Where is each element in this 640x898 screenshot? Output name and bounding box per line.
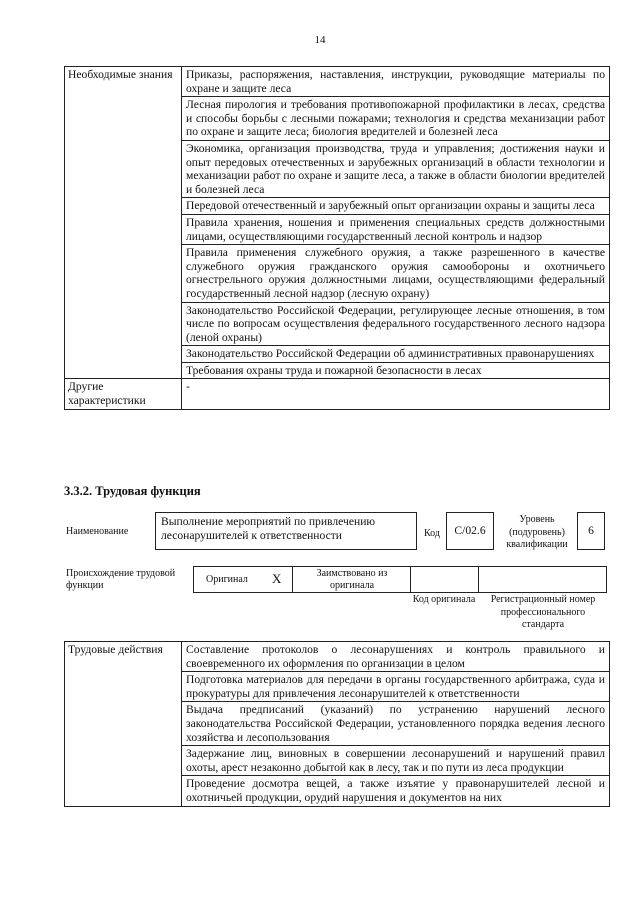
knowledge-item: Правила хранения, ношения и применения специальных средств должностными лицами, осуществляющими государственный лесной контроль и надзор [182, 214, 610, 244]
actions-label: Трудовые действия [65, 642, 182, 807]
knowledge-item: Передовой отечественный и зарубежный опыт организации охраны и защиты леса [182, 198, 610, 215]
level-label: Уровень (подуровень) квалификации [506, 514, 568, 550]
function-name: Выполнение мероприятий по привлечению лесонарушителей к ответственности [155, 512, 417, 550]
borrowed-label: Заимствовано из оригинала [316, 568, 388, 591]
name-label: Наименование [66, 526, 129, 537]
origin-divider [292, 566, 293, 593]
original-mark: X [272, 571, 282, 586]
action-item: Составление протоколов о лесонарушениях и контроль правильного и своевременного их оформления по организации в целом [182, 642, 610, 672]
action-item: Выдача предписаний (указаний) по устранению нарушений лесного законодательства Российской Федерации, установленного порядка ведения лесного хозяйства и лесопользования [182, 702, 610, 746]
knowledge-item: Лесная пирология и требования противопожарной профилактики в лесах, средства и способы борьбы с лесными пожарами; технология и средства механизации работ по охране и защите леса; биология вредителей и болезней леса [182, 97, 610, 141]
other-value: - [182, 379, 610, 409]
page-number: 14 [314, 34, 326, 46]
original-label: Оригинал [206, 574, 248, 585]
knowledge-item: Законодательство Российской Федерации об административных правонарушениях [182, 346, 610, 363]
code-value: С/02.6 [446, 512, 494, 550]
knowledge-item: Экономика, организация производства, труда и управления; достижения науки и опыт передовых отечественных и зарубежных организаций в области технологии и механизации работ по охране и защите леса, а также в области биологии вредителей и болезней леса [182, 140, 610, 197]
knowledge-item: Правила применения служебного оружия, а также разрешенного в качестве служебного оружия гражданского оружия самообороны и охотничьего огнестрельного оружия должностными лицами, осуществляющими федеральный государственный лесной надзор (лесную охрану) [182, 245, 610, 302]
action-item: Подготовка материалов для передачи в органы государственного арбитража, суда и прокуратуры для привлечения лесонарушителей к ответственности [182, 672, 610, 702]
knowledge-item: Приказы, распоряжения, наставления, инструкции, руководящие материалы по охране и защите леса [182, 67, 610, 97]
action-item: Проведение досмотра вещей, а также изъятие у правонарушителей лесной и охотничьей продукции, орудий нарушения и документов на них [182, 776, 610, 806]
origin-label: Происхождение трудовой функции [66, 568, 176, 591]
origin-divider [410, 566, 411, 593]
section-title: 3.3.2. Трудовая функция [64, 484, 201, 498]
action-item: Задержание лиц, виновных в совершении лесонарушений и нарушений правил охоты, арест незаконно добытой как в лесу, так и по пути из леса продукции [182, 746, 610, 776]
knowledge-item: Требования охраны труда и пожарной безопасности в лесах [182, 362, 610, 379]
reg-caption: Регистрационный номер профессионального стандарта [490, 594, 596, 630]
origin-divider [478, 566, 479, 593]
knowledge-item: Законодательство Российской Федерации, регулирующее лесные отношения, в том числе по вопросам осуществления федерального государственного лесного надзора (леной охраны) [182, 302, 610, 346]
actions-table [64, 641, 610, 807]
level-value: 6 [577, 512, 605, 550]
knowledge-table [64, 66, 610, 410]
code-label: Код [424, 528, 440, 539]
other-label: Другие характеристики [65, 379, 182, 409]
knowledge-label: Необходимые знания [65, 67, 182, 379]
code-caption: Код оригинала [412, 594, 476, 605]
